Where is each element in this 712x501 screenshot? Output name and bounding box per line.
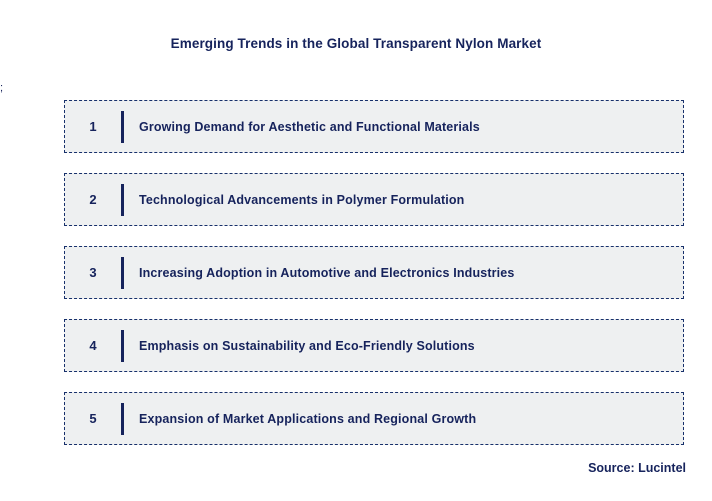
list-item-number: 4 (89, 338, 97, 353)
list-item-number: 1 (89, 119, 97, 134)
list-item-label: Emphasis on Sustainability and Eco-Friendly Solutions (139, 338, 475, 353)
list-item-label: Technological Advancements in Polymer Formulation (139, 192, 465, 207)
list-item[interactable] (64, 392, 684, 445)
trend-list (64, 100, 684, 465)
list-item[interactable] (64, 319, 684, 372)
list-item-label: Expansion of Market Applications and Regional Growth (139, 411, 477, 426)
list-item-label: Growing Demand for Aesthetic and Functional Materials (139, 119, 480, 134)
left-edge-text: ; (0, 82, 4, 94)
list-item[interactable] (64, 246, 684, 299)
page-title: Emerging Trends in the Global Transparent Nylon Market (170, 36, 542, 51)
list-item-number: 2 (89, 192, 97, 207)
list-item-label: Increasing Adoption in Automotive and Electronics Industries (139, 265, 515, 280)
list-item-number: 3 (89, 265, 97, 280)
list-item-number: 5 (89, 411, 97, 426)
source-attribution: Source: Lucintel (588, 461, 686, 475)
list-item[interactable] (64, 173, 684, 226)
list-item[interactable] (64, 100, 684, 153)
